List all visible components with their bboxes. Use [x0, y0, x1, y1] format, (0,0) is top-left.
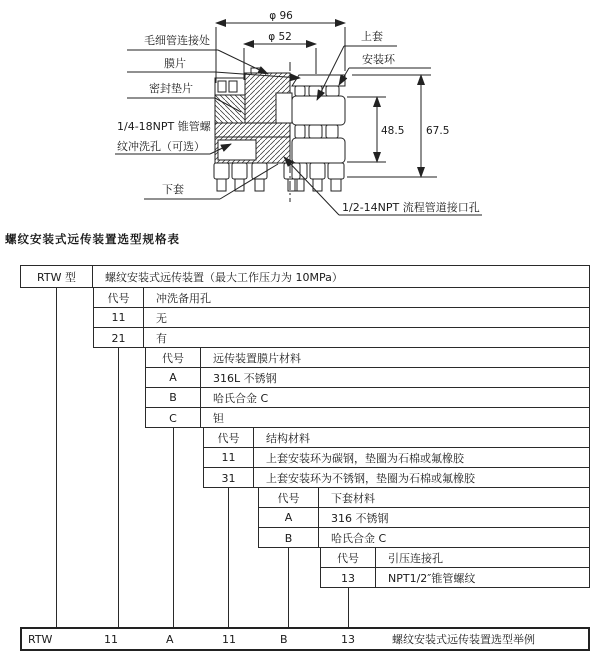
- mid-band-section: [215, 123, 290, 137]
- nut-thread: [295, 179, 304, 191]
- spec-row: [94, 328, 589, 348]
- spec-row: [259, 508, 589, 528]
- bolt-head: [295, 86, 305, 96]
- center-channel: [276, 93, 292, 123]
- label-lower-sleeve: 下套: [162, 183, 184, 196]
- desc-cell: 结构材料: [266, 431, 310, 445]
- spec-group-5: [320, 547, 590, 588]
- example-value: B: [280, 633, 288, 646]
- code-cell: B: [146, 388, 201, 407]
- leader-mounting-ring: [339, 68, 349, 85]
- selection-drop-line: [288, 547, 289, 627]
- upper-sleeve-body: [292, 96, 345, 125]
- desc-cell: 316 不锈钢: [331, 511, 389, 525]
- spec-row: [146, 348, 589, 368]
- example-row: [20, 627, 590, 651]
- desc-cell: 上套安装环为碳钢，垫圈为石棉或氟橡胶: [266, 451, 464, 465]
- code-cell: B: [259, 528, 319, 548]
- code-cell: C: [146, 408, 201, 428]
- mid-bolt: [295, 125, 305, 138]
- spec-group-4: [258, 487, 590, 548]
- dim-label-48-5: 48.5: [381, 125, 405, 137]
- example-value: 13: [341, 633, 355, 646]
- nut: [214, 163, 229, 179]
- spec-row: [21, 266, 589, 288]
- leader-upper-sleeve: [317, 46, 344, 100]
- spec-group-2: [145, 347, 590, 428]
- spec-group-1: [93, 287, 590, 348]
- spec-group-3: [203, 427, 590, 488]
- desc-cell: 下套材料: [331, 491, 375, 505]
- example-value: 11: [104, 633, 118, 646]
- code-cell: 代号: [321, 548, 376, 567]
- label-mounting-ring: 安装环: [362, 53, 395, 66]
- nut: [328, 163, 344, 179]
- nut-thread: [217, 179, 226, 191]
- nut-thread: [255, 179, 264, 191]
- code-cell: 13: [321, 568, 376, 588]
- desc-cell: 冲洗备用孔: [156, 291, 211, 305]
- dim-label-phi96: φ 96: [269, 10, 293, 22]
- spec-row: [259, 488, 589, 508]
- nut: [232, 163, 247, 179]
- flush-hole-window: [218, 140, 256, 160]
- label-flush-hole-line2: 纹冲洗孔（可选）: [117, 140, 205, 153]
- code-cell: 代号: [259, 488, 319, 507]
- nut-thread: [331, 179, 341, 191]
- seal-gasket-section: [215, 95, 245, 123]
- spec-group-0: [20, 265, 590, 288]
- desc-cell: 哈氏合金 C: [331, 532, 387, 545]
- spec-row: [204, 468, 589, 488]
- code-cell: 代号: [94, 288, 144, 307]
- dim-label-67-5: 67.5: [426, 125, 450, 137]
- label-process-port: 1/2-14NPT 流程管道接口孔: [342, 201, 480, 214]
- nut: [252, 163, 267, 179]
- nut-thread: [288, 179, 297, 191]
- capillary-fitting: [251, 68, 260, 73]
- leader-capillary: [218, 50, 268, 74]
- desc-cell: 螺纹安装式远传装置（最大工作压力为 10MPa）: [105, 271, 343, 284]
- code-cell: A: [259, 508, 319, 527]
- code-cell: 21: [94, 328, 144, 348]
- desc-cell: 远传装置膜片材料: [213, 351, 301, 365]
- desc-cell: 316L 不锈钢: [213, 371, 277, 385]
- example-value: A: [166, 633, 174, 646]
- spec-row: [146, 388, 589, 408]
- selection-drop-line: [348, 587, 349, 627]
- mounting-ring: [292, 75, 345, 86]
- spec-row: [204, 428, 589, 448]
- label-diaphragm: 膜片: [164, 57, 186, 70]
- bolt-head: [326, 86, 339, 96]
- desc-cell: 引压连接孔: [388, 551, 443, 565]
- spec-row: [94, 308, 589, 328]
- spec-table-title: 螺纹安装式远传装置选型规格表: [5, 232, 180, 246]
- label-flush-hole-line1: 1/4-18NPT 锥管螺: [117, 120, 211, 133]
- label-capillary-connection: 毛细管连接处: [144, 34, 210, 47]
- desc-cell: 有: [156, 332, 167, 345]
- example-value: 11: [222, 633, 236, 646]
- spec-row: [321, 568, 589, 588]
- nut: [310, 163, 325, 179]
- desc-cell: NPT1/2″锥管螺纹: [388, 572, 476, 585]
- device-cross-section-diagram: [0, 0, 600, 228]
- spec-row: [146, 408, 589, 428]
- dim-label-phi52: φ 52: [268, 31, 292, 43]
- desc-cell: 上套安装环为不锈钢，垫圈为石棉或氟橡胶: [266, 472, 475, 485]
- code-cell: A: [146, 368, 201, 387]
- spec-row: [204, 448, 589, 468]
- desc-cell: 哈氏合金 C: [213, 391, 269, 405]
- label-upper-sleeve: 上套: [361, 30, 383, 43]
- desc-cell: 无: [156, 311, 167, 325]
- example-label: 螺纹安装式远传装置选型举例: [392, 633, 535, 646]
- spec-row: [259, 528, 589, 548]
- code-cell: 31: [204, 468, 254, 488]
- code-cell: 代号: [204, 428, 254, 447]
- selection-drop-line: [118, 347, 119, 627]
- example-value: RTW: [28, 633, 53, 646]
- code-cell: 11: [204, 448, 254, 467]
- selection-drop-line: [56, 287, 57, 627]
- spec-row: [146, 368, 589, 388]
- mid-bolt: [309, 125, 322, 138]
- code-cell: RTW 型: [21, 266, 93, 288]
- selection-drop-line: [173, 427, 174, 627]
- label-seal-gasket: 密封垫片: [149, 82, 193, 95]
- spec-row: [94, 288, 589, 308]
- lower-sleeve-body: [292, 138, 345, 163]
- code-cell: 代号: [146, 348, 201, 367]
- selection-drop-line: [228, 487, 229, 627]
- desc-cell: 钽: [213, 412, 224, 425]
- spec-row: [321, 548, 589, 568]
- mid-bolt: [326, 125, 338, 138]
- code-cell: 11: [94, 308, 144, 327]
